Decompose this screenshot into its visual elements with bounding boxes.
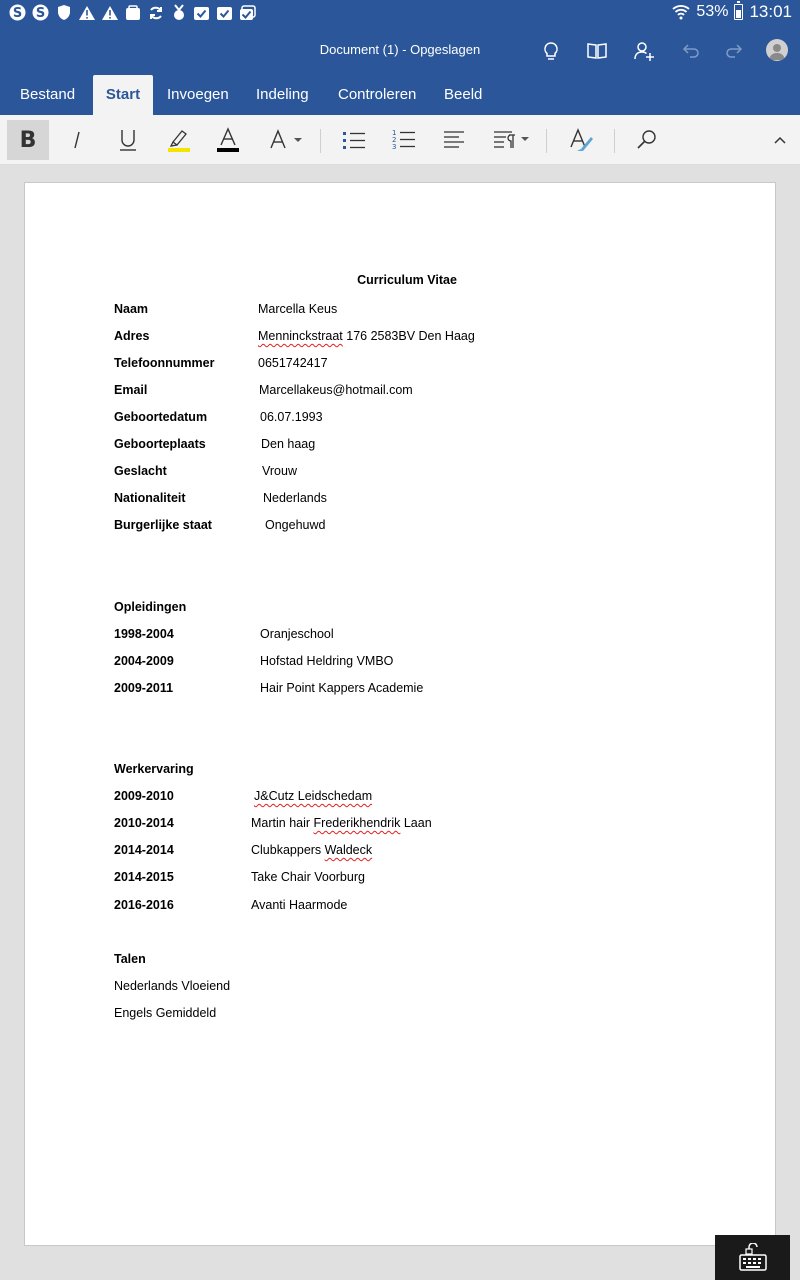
language-item: Engels Gemiddeld [114, 1006, 217, 1020]
work-period: 2014-2015 [114, 870, 174, 884]
label-geboortedatum: Geboortedatum [114, 410, 208, 424]
font-color-button[interactable] [212, 120, 244, 160]
label-geslacht: Geslacht [114, 464, 167, 478]
work-employer [254, 788, 372, 804]
battery-percentage: 53% [696, 3, 729, 20]
title-bar [0, 25, 800, 75]
tab-bestand[interactable]: Bestand [20, 86, 76, 103]
ribbon-tabs [0, 75, 800, 115]
tab-start[interactable]: Start [93, 75, 153, 115]
document-title[interactable]: Document (1) - Opgeslagen [319, 42, 481, 57]
skype-icon [31, 3, 50, 22]
svg-text:3: 3 [392, 143, 397, 151]
share-person-icon[interactable] [631, 38, 657, 64]
paragraph-dropdown[interactable] [490, 120, 534, 160]
underline-button[interactable] [112, 120, 144, 160]
label-geboorteplaats: Geboorteplaats [114, 437, 206, 451]
label-burgerlijke-staat: Burgerlijke staat [114, 518, 212, 532]
bullet-list-button[interactable] [338, 120, 370, 160]
notification-icons [8, 3, 257, 22]
work-employer-text: Clubkappers [251, 843, 325, 857]
sync-icon [146, 3, 165, 22]
clipboard-check-icon [238, 3, 257, 22]
work-period: 2010-2014 [114, 816, 174, 830]
misspelled-word[interactable]: Menninckstraat [258, 329, 343, 343]
status-bar [0, 0, 800, 25]
align-button[interactable] [438, 120, 470, 160]
redo-icon[interactable] [722, 38, 748, 64]
work-employer-text: Martin hair [251, 816, 314, 830]
clock: 13:01 [749, 2, 792, 21]
collapse-ribbon-icon[interactable] [768, 120, 792, 160]
language-item: Nederlands Vloeiend [114, 979, 231, 993]
value-adres [258, 328, 475, 344]
bold-button[interactable]: B [7, 120, 49, 160]
wifi-icon [672, 4, 690, 20]
shield-icon [54, 3, 73, 22]
label-adres: Adres [114, 329, 150, 343]
value-geboorteplaats: Den haag [261, 437, 316, 451]
reading-view-icon[interactable] [584, 38, 610, 64]
document-page[interactable] [24, 182, 776, 1246]
medal-icon [169, 3, 188, 22]
education-school: Oranjeschool [260, 627, 334, 641]
numbered-list-button[interactable] [388, 120, 420, 160]
misspelled-word[interactable]: Frederikhendrik [313, 816, 401, 830]
education-school: Hair Point Kappers Academie [260, 681, 424, 695]
value-email: Marcellakeus@hotmail.com [259, 383, 413, 397]
education-heading: Opleidingen [114, 600, 187, 614]
label-nationaliteit: Nationaliteit [114, 491, 186, 505]
search-icon[interactable] [632, 120, 662, 160]
work-heading: Werkervaring [114, 762, 194, 776]
education-period: 1998-2004 [114, 627, 174, 641]
value-geboortedatum: 06.07.1993 [260, 410, 323, 424]
work-period: 2009-2010 [114, 789, 174, 803]
italic-button[interactable] [62, 120, 92, 160]
education-school: Hofstad Heldring VMBO [260, 654, 394, 668]
highlight-button[interactable] [162, 120, 194, 160]
work-employer-text: Laan [400, 816, 432, 830]
svg-text:2: 2 [392, 136, 397, 144]
work-employer [251, 842, 372, 858]
formatting-toolbar [0, 115, 800, 165]
tab-controleren[interactable]: Controleren [338, 86, 417, 103]
clipboard-check-icon [215, 3, 234, 22]
value-adres-rest: 176 2583BV Den Haag [342, 329, 475, 343]
education-period: 2009-2011 [114, 681, 174, 695]
label-email: Email [114, 383, 148, 397]
store-icon [123, 3, 142, 22]
work-employer: Avanti Haarmode [251, 898, 348, 912]
font-size-dropdown[interactable] [266, 120, 308, 160]
work-employer [251, 815, 432, 831]
undo-icon[interactable] [677, 38, 703, 64]
account-avatar-icon[interactable] [766, 39, 788, 61]
tab-beeld[interactable]: Beeld [444, 86, 483, 103]
svg-text:1: 1 [392, 129, 397, 137]
toolbar-divider [546, 129, 547, 153]
warning-icon [77, 3, 96, 22]
battery-icon [734, 4, 743, 20]
cv-title: Curriculum Vitae [357, 273, 457, 287]
education-period: 2004-2009 [114, 654, 174, 668]
value-burgerlijke-staat: Ongehuwd [265, 518, 326, 532]
warning-icon [100, 3, 119, 22]
work-employer-text[interactable]: J&Cutz Leidschedam [254, 789, 373, 803]
label-telefoon: Telefoonnummer [114, 356, 215, 370]
languages-heading: Talen [114, 952, 146, 966]
tab-invoegen[interactable]: Invoegen [167, 86, 229, 103]
lightbulb-icon[interactable] [538, 38, 564, 64]
work-employer: Take Chair Voorburg [251, 870, 365, 884]
svg-text:S: S [12, 6, 23, 21]
toolbar-divider [320, 129, 321, 153]
toolbar-divider [614, 129, 615, 153]
work-period: 2016-2016 [114, 898, 174, 912]
tab-indeling[interactable]: Indeling [256, 86, 309, 103]
value-naam: Marcella Keus [258, 302, 338, 316]
svg-text:S: S [35, 6, 46, 21]
label-naam: Naam [114, 302, 149, 316]
misspelled-word[interactable]: Waldeck [324, 843, 373, 857]
work-period: 2014-2014 [114, 843, 174, 857]
clipboard-check-icon [192, 3, 211, 22]
value-telefoon: 0651742417 [258, 356, 328, 370]
keyboard-icon[interactable] [715, 1235, 790, 1280]
value-nationaliteit: Nederlands [263, 491, 327, 505]
skype-icon [8, 3, 27, 22]
styles-button[interactable] [564, 120, 598, 160]
value-geslacht: Vrouw [262, 464, 297, 478]
